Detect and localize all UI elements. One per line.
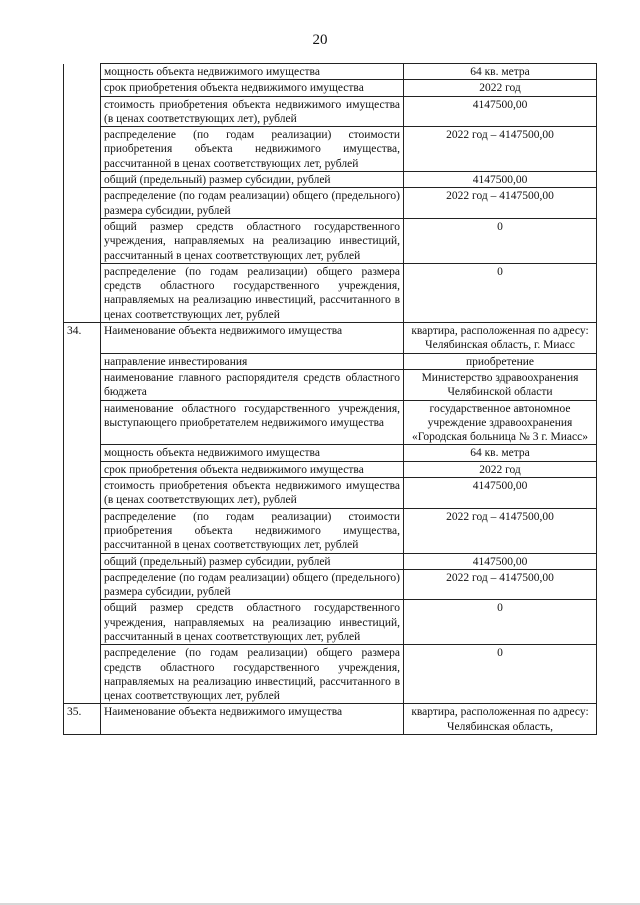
parameter-value-cell: квартира, расположенная по адресу: Челябинская область, <box>404 704 597 735</box>
table-row <box>64 461 597 477</box>
row-number-cell <box>64 461 101 477</box>
parameter-label-cell: распределение (по годам реализации) общего (предельного) размера субсидии, рублей <box>101 188 404 219</box>
parameter-value-cell: 4147500,00 <box>404 553 597 569</box>
row-number-cell <box>64 645 101 704</box>
table-row <box>64 188 597 219</box>
row-number-cell <box>64 263 101 322</box>
row-number-cell <box>64 369 101 400</box>
parameter-value-cell: 2022 год – 4147500,00 <box>404 127 597 172</box>
table-row <box>64 127 597 172</box>
parameter-value-cell: квартира, расположенная по адресу: Челябинская область, г. Миасс <box>404 323 597 354</box>
table-row <box>64 80 597 96</box>
row-number-cell <box>64 400 101 445</box>
table-row <box>64 64 597 80</box>
investment-objects-table <box>63 63 597 735</box>
page-number: 20 <box>312 32 328 48</box>
table-row <box>64 218 597 263</box>
table-row <box>64 508 597 553</box>
parameter-value-cell: Министерство здравоохранения Челябинской области <box>404 369 597 400</box>
row-number-cell <box>64 478 101 509</box>
parameter-value-cell: приобретение <box>404 353 597 369</box>
table-body <box>64 64 597 735</box>
table-row <box>64 96 597 127</box>
parameter-label-cell: стоимость приобретения объекта недвижимого имущества (в ценах соответствующих лет), рублей <box>101 96 404 127</box>
row-number-cell <box>64 569 101 600</box>
parameter-label-cell: распределение (по годам реализации) общего (предельного) размера субсидии, рублей <box>101 569 404 600</box>
parameter-value-cell: 0 <box>404 218 597 263</box>
parameter-label-cell: распределение (по годам реализации) стоимости приобретения объекта недвижимого имущества, рассчитанной в ценах соответствующих лет, рублей <box>101 127 404 172</box>
parameter-value-cell: 4147500,00 <box>404 96 597 127</box>
parameter-value-cell: 0 <box>404 263 597 322</box>
table-row <box>64 353 597 369</box>
row-number-cell <box>64 172 101 188</box>
row-number-cell <box>64 553 101 569</box>
parameter-value-cell: 2022 год <box>404 461 597 477</box>
parameter-label-cell: общий (предельный) размер субсидии, рублей <box>101 172 404 188</box>
table-row <box>64 600 597 645</box>
parameter-value-cell: 0 <box>404 645 597 704</box>
parameter-value-cell: 4147500,00 <box>404 478 597 509</box>
parameter-label-cell: Наименование объекта недвижимого имущества <box>101 704 404 735</box>
row-number-cell <box>64 127 101 172</box>
parameter-value-cell: 2022 год – 4147500,00 <box>404 508 597 553</box>
parameter-label-cell: распределение (по годам реализации) общего размера средств областного государственного учреждения, направляемых на реализацию инвестиций, рассчитанного в ценах соответствующих лет, рублей <box>101 645 404 704</box>
row-number-cell <box>64 508 101 553</box>
parameter-label-cell: срок приобретения объекта недвижимого имущества <box>101 80 404 96</box>
row-number-cell: 34. <box>64 323 101 354</box>
parameter-value-cell: 64 кв. метра <box>404 445 597 461</box>
parameter-label-cell: распределение (по годам реализации) общего размера средств областного государственного учреждения, направляемых на реализацию инвестиций, рассчитанного в ценах соответствующих лет, рублей <box>101 263 404 322</box>
parameter-value-cell: 2022 год – 4147500,00 <box>404 188 597 219</box>
row-number-cell <box>64 353 101 369</box>
row-number-cell <box>64 600 101 645</box>
row-number-cell: 35. <box>64 704 101 735</box>
parameter-label-cell: общий размер средств областного государственного учреждения, направляемых на реализацию инвестиций, рассчитанный в ценах соответствующих лет, рублей <box>101 600 404 645</box>
parameter-value-cell: 0 <box>404 600 597 645</box>
parameter-value-cell: 4147500,00 <box>404 172 597 188</box>
parameter-label-cell: общий (предельный) размер субсидии, рублей <box>101 553 404 569</box>
parameter-label-cell: распределение (по годам реализации) стоимости приобретения объекта недвижимого имущества, рассчитанной в ценах соответствующих лет, рублей <box>101 508 404 553</box>
parameter-label-cell: мощность объекта недвижимого имущества <box>101 64 404 80</box>
parameter-value-cell: 2022 год <box>404 80 597 96</box>
row-number-cell <box>64 445 101 461</box>
parameter-label-cell: срок приобретения объекта недвижимого имущества <box>101 461 404 477</box>
table-row <box>64 553 597 569</box>
table-row <box>64 172 597 188</box>
table-row <box>64 445 597 461</box>
table-row <box>64 263 597 322</box>
table-row <box>64 478 597 509</box>
parameter-label-cell: стоимость приобретения объекта недвижимого имущества (в ценах соответствующих лет), рублей <box>101 478 404 509</box>
row-number-cell <box>64 96 101 127</box>
table-row <box>64 369 597 400</box>
parameter-value-cell: 64 кв. метра <box>404 64 597 80</box>
table-row <box>64 323 597 354</box>
table-row <box>64 569 597 600</box>
table-row <box>64 704 597 735</box>
row-number-cell <box>64 80 101 96</box>
row-number-cell <box>64 188 101 219</box>
parameter-label-cell: общий размер средств областного государственного учреждения, направляемых на реализацию инвестиций, рассчитанный в ценах соответствующих лет, рублей <box>101 218 404 263</box>
parameter-label-cell: Наименование объекта недвижимого имущества <box>101 323 404 354</box>
row-number-cell <box>64 218 101 263</box>
parameter-label-cell: наименование областного государственного учреждения, выступающего приобретателем недвижимого имущества <box>101 400 404 445</box>
table-row <box>64 645 597 704</box>
parameter-label-cell: направление инвестирования <box>101 353 404 369</box>
parameter-label-cell: мощность объекта недвижимого имущества <box>101 445 404 461</box>
table-row <box>64 400 597 445</box>
parameter-value-cell: 2022 год – 4147500,00 <box>404 569 597 600</box>
parameter-label-cell: наименование главного распорядителя средств областного бюджета <box>101 369 404 400</box>
row-number-cell <box>64 64 101 80</box>
parameter-value-cell: государственное автономное учреждение здравоохранения «Городская больница № 3 г. Миасс» <box>404 400 597 445</box>
